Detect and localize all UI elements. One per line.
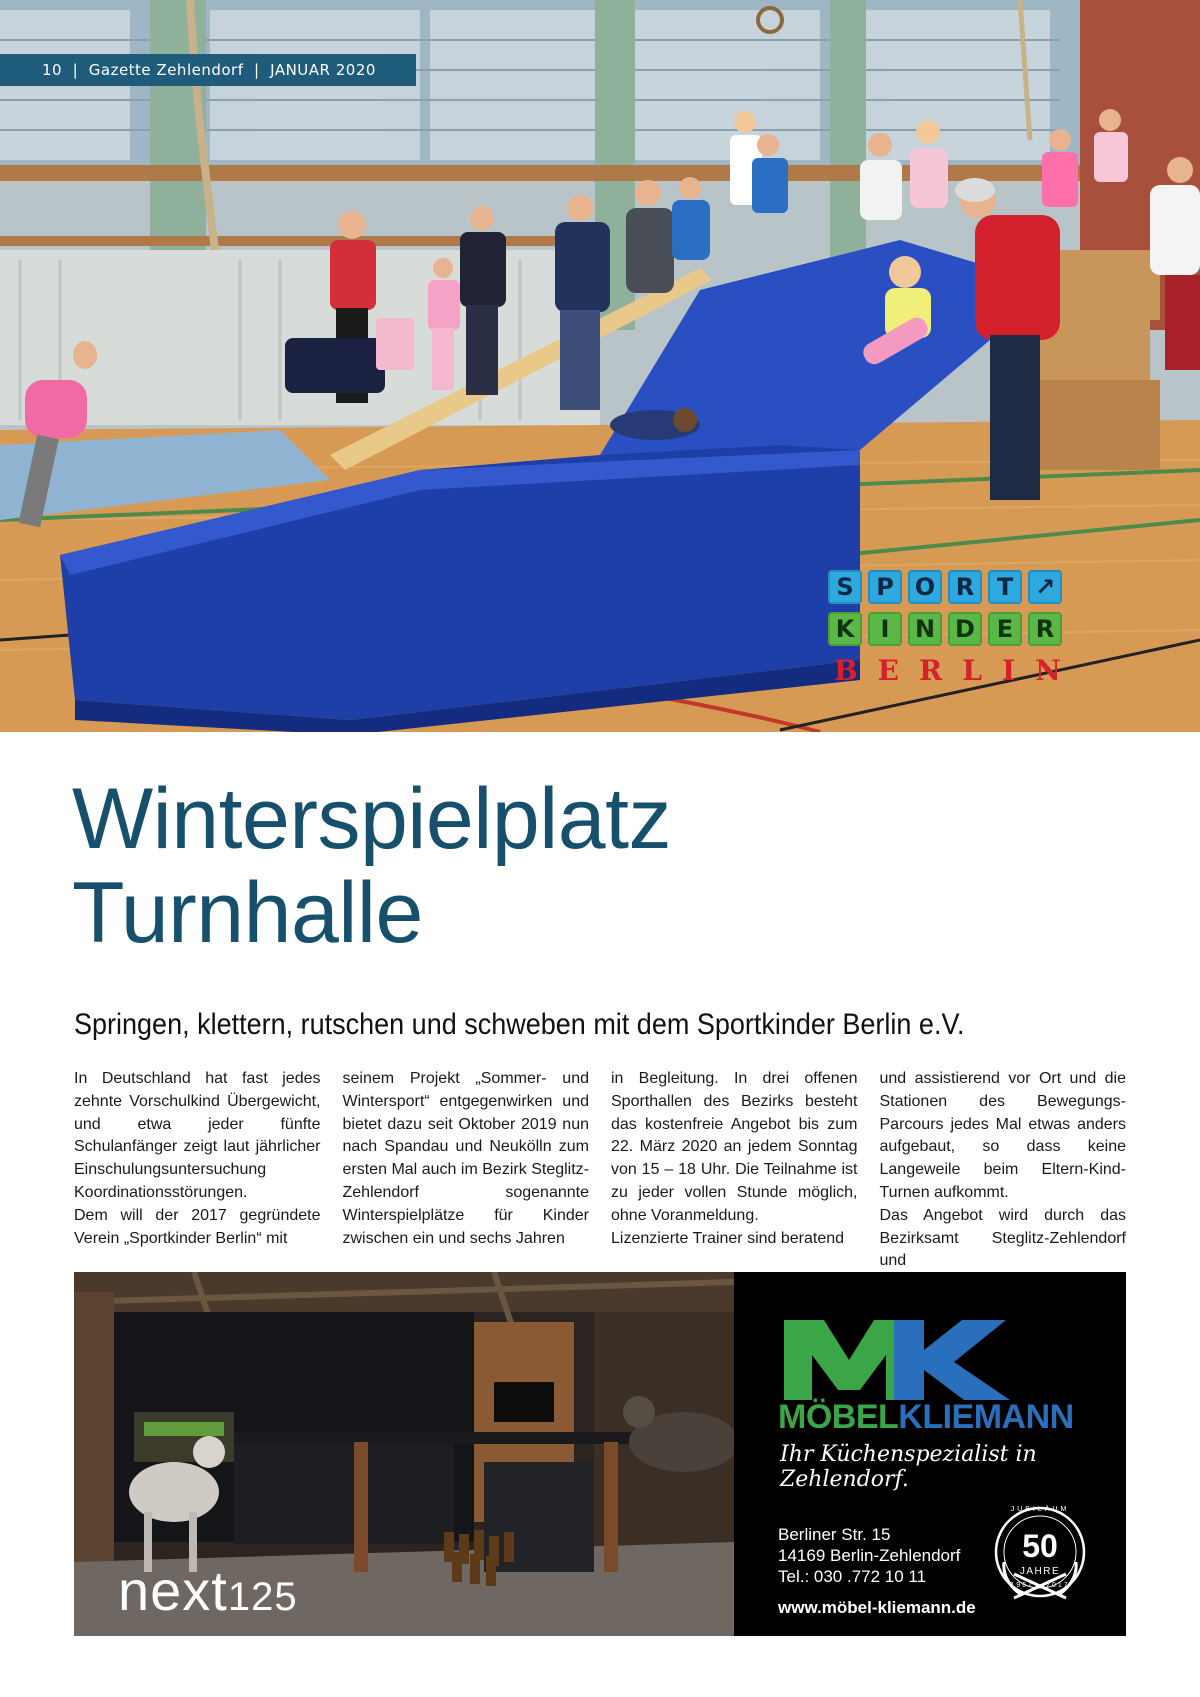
title-line: Turnhalle — [72, 865, 423, 961]
badge-top-text: JUBILÄUM — [1010, 1506, 1070, 1513]
logo-letter: T — [988, 570, 1022, 604]
article-column: in Begleitung. In drei offenen Sporthallen des Bezirks besteht das kostenfreie Angebot bis zum 22. März 2020 an jedem Sonntag von 15 – 18 Uhr. Die Teilnahme ist zu jeder vollen Stunde möglich, ohne Voranmeldung. Lizenzierte Trainer sind beratend — [611, 1070, 858, 1247]
logo-row-sport — [828, 570, 1128, 604]
logo-letter: O — [908, 570, 942, 604]
header-separator: | — [72, 61, 79, 79]
badge-number: 50 — [1022, 1528, 1058, 1564]
logo-letter: R — [1028, 612, 1062, 646]
logo-letter: I — [868, 612, 902, 646]
logo-letter: L — [962, 654, 982, 687]
store-address — [778, 1524, 960, 1587]
article-title — [72, 772, 1132, 960]
logo-row-kinder — [828, 612, 1128, 646]
logo-letter: R — [919, 654, 943, 687]
website-link[interactable]: www.möbel-kliemann.de — [778, 1598, 976, 1617]
logo-letter: S — [828, 570, 862, 604]
logo-letter: N — [908, 612, 942, 646]
kliemann-advertisement[interactable] — [74, 1272, 1126, 1636]
logo-letter: K — [828, 612, 862, 646]
badge-label: JAHRE — [1019, 1566, 1061, 1577]
article-subtitle: Springen, klettern, rutschen und schweben mit dem Sportkinder Berlin e.V. — [74, 1008, 965, 1041]
brand-name: MÖBELKLIEMANN — [778, 1398, 1074, 1436]
logo-letter: I — [1001, 654, 1016, 687]
arrow-icon: ↗ — [1028, 570, 1062, 604]
header-separator: | — [254, 61, 260, 79]
badge-years: 1967 - 2017 — [1010, 1582, 1070, 1589]
article-body — [74, 1068, 1126, 1270]
logo-letter: B — [834, 654, 858, 687]
issue-date: JANUAR 2020 — [270, 61, 376, 79]
kitchen-photo — [74, 1272, 734, 1636]
address-city: 14169 Berlin-Zehlendorf — [778, 1546, 961, 1565]
page-number: 10 — [42, 61, 63, 79]
logo-letter: N — [1035, 654, 1061, 687]
article-column: und assistierend vor Ort und die Stationen des Bewegungs-Parcours jedes Mal etwas anders aufgebaut, so dass keine Langeweile beim Eltern-Kind-Turnen aufkommt. Das Angebot wird durch das Bezirksamt Steglitz-Zehlendorf und — [879, 1070, 1126, 1270]
logo-letter: P — [868, 570, 902, 604]
brand-tagline: Ihr Küchenspezialist in Zehlendorf. — [780, 1442, 1037, 1492]
anniversary-badge — [990, 1502, 1090, 1606]
address-street: Berliner Str. 15 — [778, 1525, 891, 1544]
logo-letter: D — [948, 612, 982, 646]
hero-photo — [0, 0, 1200, 732]
publication-name: Gazette Zehlendorf — [88, 61, 244, 79]
logo-row-berlin — [828, 654, 1128, 687]
product-line-name: next125 — [118, 1559, 298, 1622]
article-column: In Deutschland hat fast jedes zehnte Vorschulkind Übergewicht, und etwa jeder fünfte Schulanfänger zeigt laut jährlicher Einschulungsuntersuchung Koordinationsstörungen. Dem will der 2017 gegründete Verein „Sportkinder Berlin“ mit — [74, 1070, 321, 1247]
article-column: seinem Projekt „Sommer- und Wintersport“ entgegenwirken und bietet dazu seit Oktober 2019 nun nach Spandau und Neukölln zum ersten Mal auch im Bezirk Steglitz-Zehlendorf sogenannte Winterspielplätze für Kinder zwischen ein und sechs Jahren — [342, 1070, 589, 1247]
page-header — [0, 54, 416, 86]
logo-letter: E — [988, 612, 1022, 646]
sportkinder-berlin-logo — [828, 570, 1128, 710]
address-phone[interactable]: Tel.: 030 .772 10 11 — [778, 1567, 927, 1586]
title-line: Winterspielplatz — [72, 771, 671, 867]
logo-letter: R — [948, 570, 982, 604]
logo-letter: E — [877, 654, 900, 687]
